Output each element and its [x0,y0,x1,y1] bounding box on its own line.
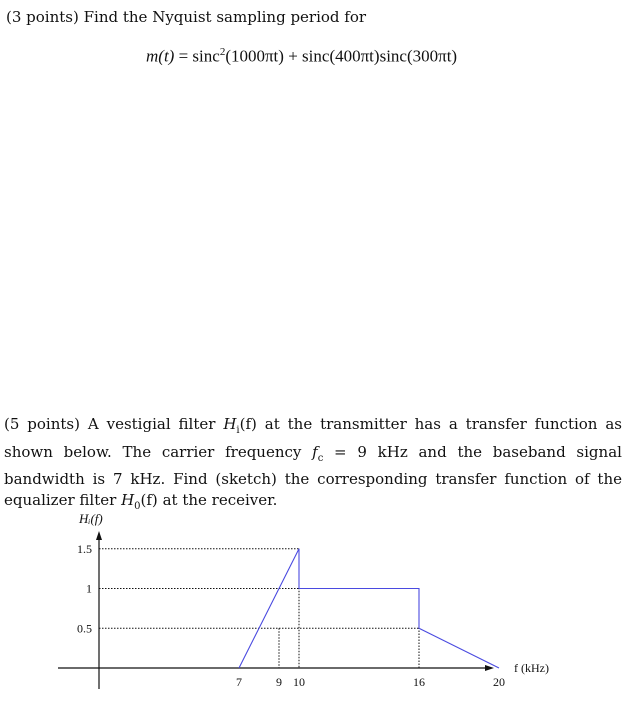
eq-equals: = [178,46,189,66]
x-axis-arrow [485,665,494,671]
h0-symbol: H [121,490,135,509]
question-1-equation [146,46,457,67]
y-tick-label: 0.5 [77,621,92,636]
eq-lhs: m(t) [146,46,175,66]
question-2-text-1: A vestigial filter [87,415,216,433]
y-tick-label: 1.5 [77,541,92,556]
y-axis-arrow [96,531,102,540]
eq-fn3: sinc [379,46,407,66]
eq-arg1: (1000πt) [225,46,284,66]
fc-subscript: c [317,452,324,464]
transfer-function-plot [0,500,634,713]
question-2-text-4: at the receiver. [162,490,278,509]
x-tick-label: 7 [236,675,242,689]
hi-symbol: H [223,415,237,433]
y-axis-label: Hᵢ(f) [79,511,103,526]
question-1-points: (3 points) [6,8,79,26]
h0-subscript: 0 [134,500,141,512]
x-tick-labels [236,675,505,689]
hi-arg: (f) [239,415,257,433]
question-1-prompt [6,8,366,26]
eq-plus: + [288,46,298,66]
fc-value: = 9 kHz [334,442,408,461]
x-tick-label: 9 [276,675,282,689]
x-tick-label: 20 [493,675,505,689]
guide-lines [99,549,419,668]
question-2-text-3: and the baseband signal bandwidth is 7 kHz. Find (sketch) the corresponding transfer function of the equalizer filter [4,442,622,509]
eq-arg3: (300πt) [406,46,458,66]
question-2-points: (5 points) [4,415,80,433]
h0-arg: (f) [140,490,158,509]
eq-power: 2 [219,46,226,58]
x-axis-label: f (kHz) [514,661,549,675]
y-tick-labels [77,542,92,636]
eq-arg2: (400πt) [329,46,380,66]
eq-fn2: sinc [302,46,330,66]
question-2-text-2: at the transmitter has a transfer function as shown below. The carrier frequency [4,415,622,461]
hi-subscript: i [236,425,240,436]
fc-symbol: f [312,442,318,461]
y-tick-label: 1 [86,581,92,596]
eq-fn1: sinc [192,46,220,66]
x-tick-label: 16 [413,675,425,689]
question-1-text: Find the Nyquist sampling period for [83,8,367,26]
hi-curve [239,549,499,668]
x-tick-label: 10 [293,675,305,689]
